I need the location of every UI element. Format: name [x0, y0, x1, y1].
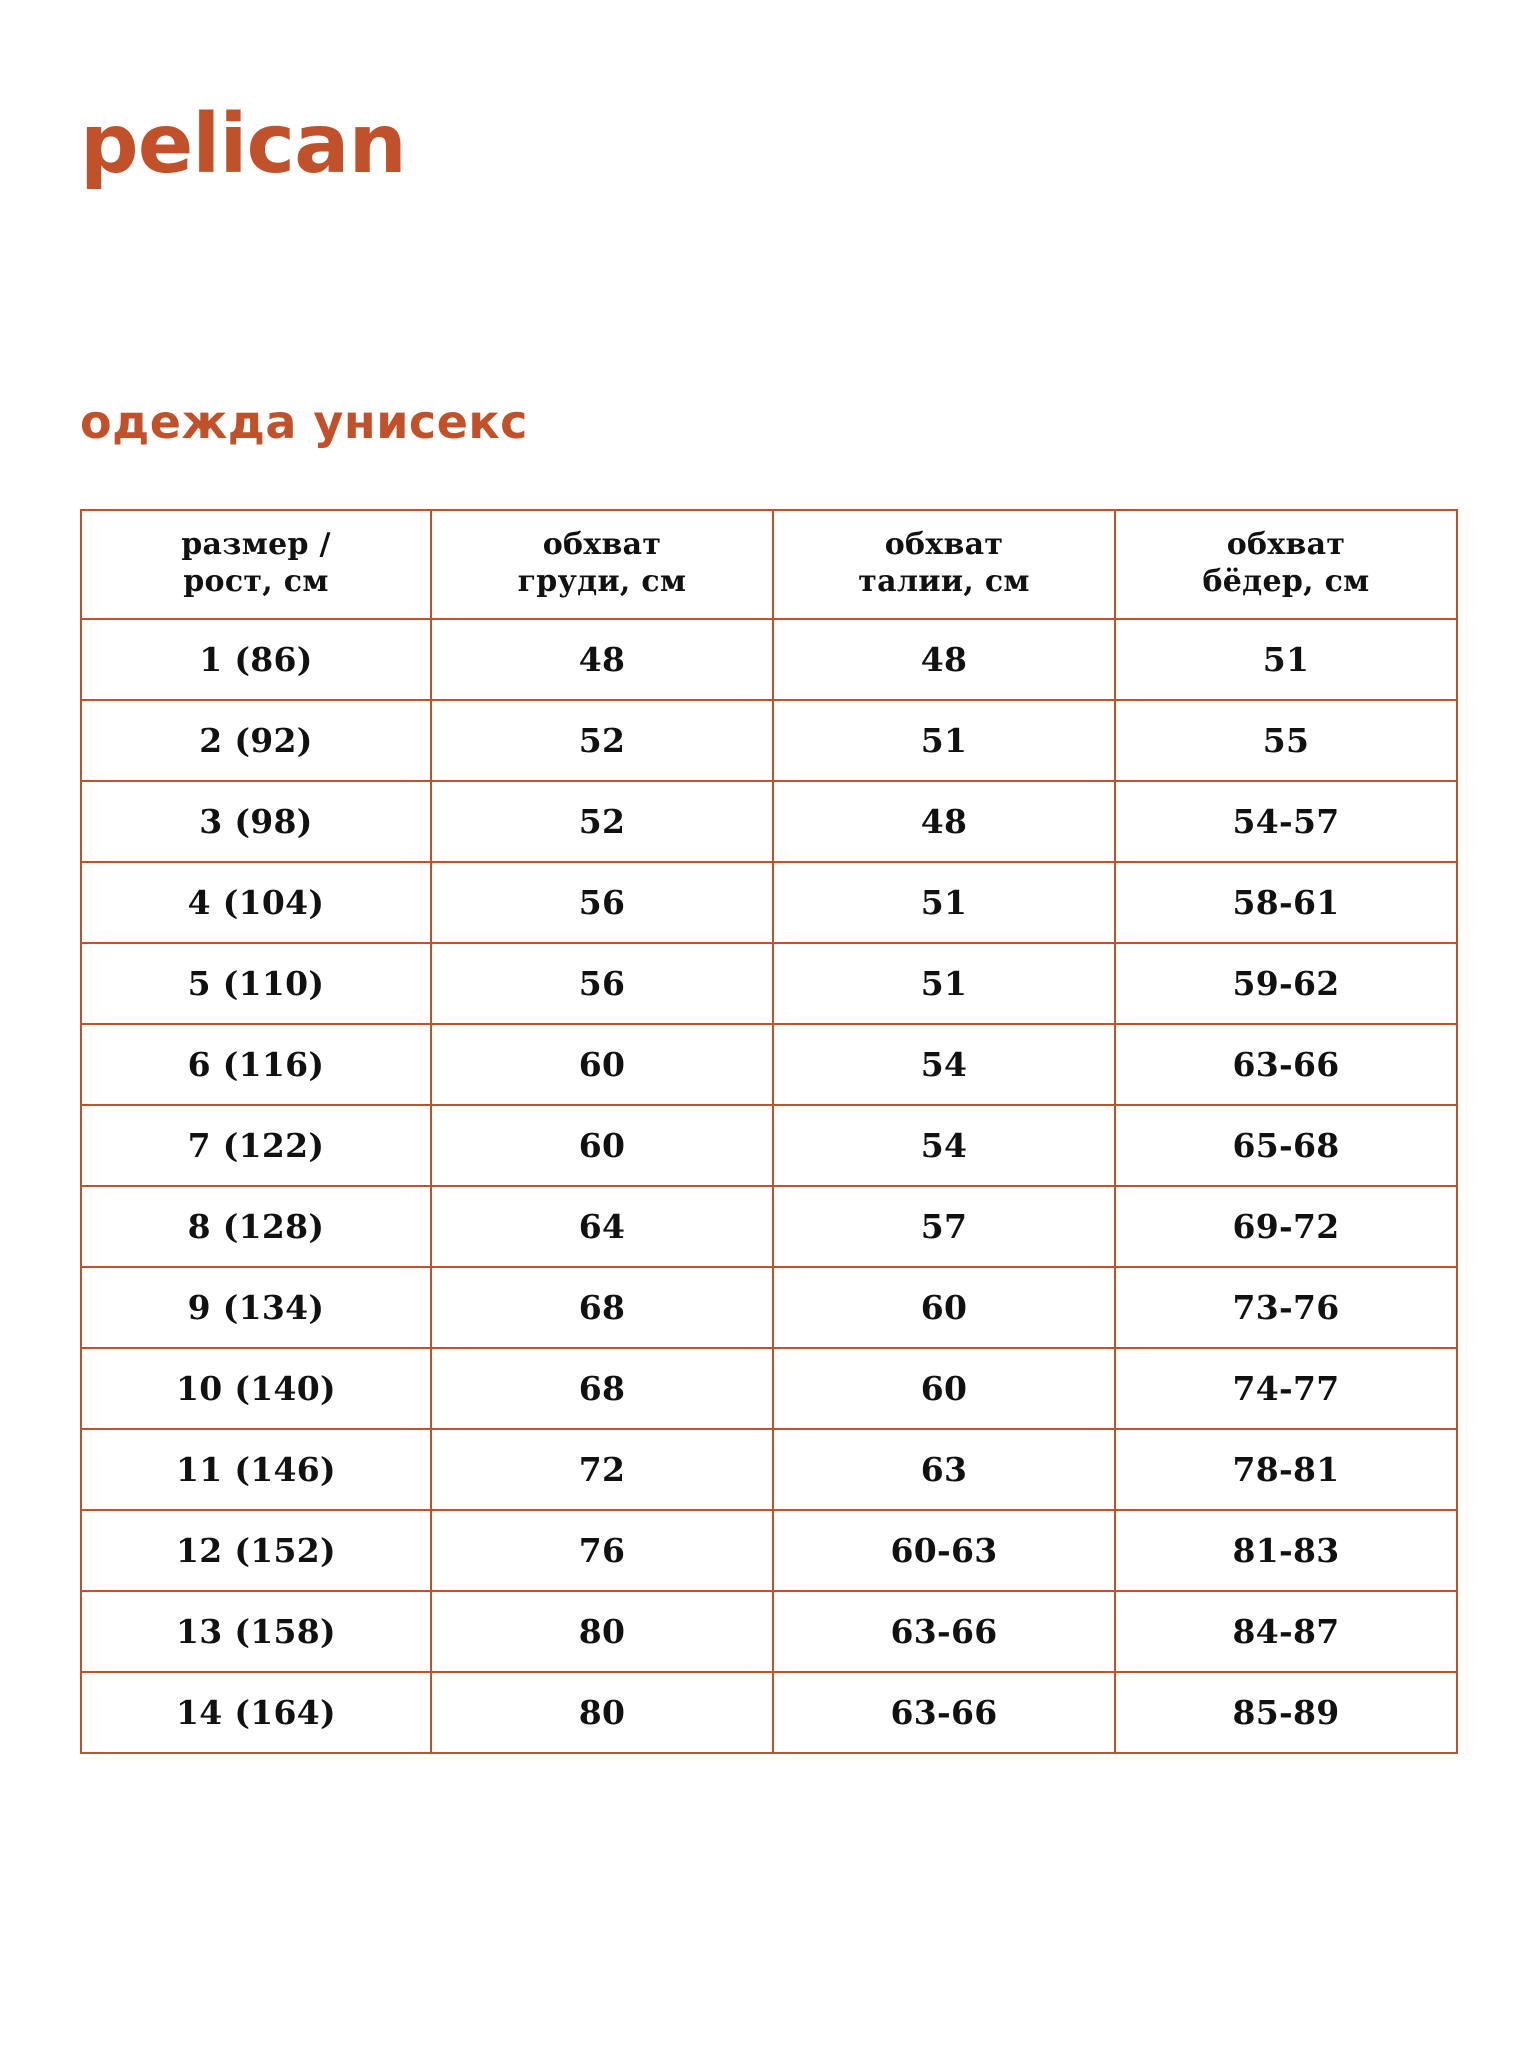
cell-waist: 51 [773, 700, 1115, 781]
cell-hips: 51 [1115, 619, 1457, 700]
cell-chest: 60 [431, 1024, 773, 1105]
cell-size: 10 (140) [81, 1348, 431, 1429]
cell-waist: 60 [773, 1267, 1115, 1348]
table-row [81, 1105, 1457, 1186]
column-header-size [81, 510, 431, 619]
column-header-hips-line2: бёдер, см [1202, 563, 1370, 599]
table-row [81, 1429, 1457, 1510]
cell-chest: 80 [431, 1591, 773, 1672]
cell-chest: 56 [431, 943, 773, 1024]
table-row [81, 862, 1457, 943]
table-row [81, 1267, 1457, 1348]
cell-hips: 69-72 [1115, 1186, 1457, 1267]
cell-hips: 84-87 [1115, 1591, 1457, 1672]
cell-size: 2 (92) [81, 700, 431, 781]
cell-chest: 68 [431, 1348, 773, 1429]
cell-hips: 85-89 [1115, 1672, 1457, 1753]
table-row [81, 1348, 1457, 1429]
cell-hips: 81-83 [1115, 1510, 1457, 1591]
cell-size: 3 (98) [81, 781, 431, 862]
cell-chest: 64 [431, 1186, 773, 1267]
cell-size: 14 (164) [81, 1672, 431, 1753]
cell-size: 8 (128) [81, 1186, 431, 1267]
cell-size: 13 (158) [81, 1591, 431, 1672]
column-header-chest-line1: обхват [542, 527, 662, 562]
column-header-waist-line2: талии, см [858, 563, 1030, 599]
cell-waist: 63-66 [773, 1672, 1115, 1753]
table-row [81, 700, 1457, 781]
cell-chest: 80 [431, 1672, 773, 1753]
cell-chest: 56 [431, 862, 773, 943]
table-row [81, 943, 1457, 1024]
table-row [81, 619, 1457, 700]
size-table [80, 509, 1458, 1754]
column-header-hips [1115, 510, 1457, 619]
cell-size: 7 (122) [81, 1105, 431, 1186]
cell-chest: 68 [431, 1267, 773, 1348]
cell-hips: 58-61 [1115, 862, 1457, 943]
column-header-waist-line1: обхват [884, 527, 1004, 562]
cell-hips: 59-62 [1115, 943, 1457, 1024]
cell-chest: 76 [431, 1510, 773, 1591]
cell-size: 4 (104) [81, 862, 431, 943]
cell-waist: 54 [773, 1024, 1115, 1105]
brand-logo [80, 90, 1456, 200]
cell-waist: 51 [773, 862, 1115, 943]
column-header-hips-line1: обхват [1226, 527, 1346, 562]
cell-hips: 65-68 [1115, 1105, 1457, 1186]
cell-waist: 63 [773, 1429, 1115, 1510]
cell-chest: 60 [431, 1105, 773, 1186]
cell-hips: 78-81 [1115, 1429, 1457, 1510]
cell-waist: 48 [773, 781, 1115, 862]
cell-hips: 63-66 [1115, 1024, 1457, 1105]
cell-waist: 48 [773, 619, 1115, 700]
cell-size: 9 (134) [81, 1267, 431, 1348]
cell-chest: 72 [431, 1429, 773, 1510]
table-row [81, 1672, 1457, 1753]
cell-size: 1 (86) [81, 619, 431, 700]
table-body [81, 619, 1457, 1753]
table-row [81, 1024, 1457, 1105]
cell-size: 5 (110) [81, 943, 431, 1024]
cell-size: 12 (152) [81, 1510, 431, 1591]
column-header-size-line2: рост, см [183, 563, 329, 599]
table-header-row [81, 510, 1457, 619]
cell-size: 11 (146) [81, 1429, 431, 1510]
cell-waist: 60-63 [773, 1510, 1115, 1591]
cell-chest: 52 [431, 700, 773, 781]
cell-hips: 55 [1115, 700, 1457, 781]
table-row [81, 1591, 1457, 1672]
cell-waist: 54 [773, 1105, 1115, 1186]
cell-size: 6 (116) [81, 1024, 431, 1105]
cell-hips: 73-76 [1115, 1267, 1457, 1348]
cell-waist: 63-66 [773, 1591, 1115, 1672]
column-header-size-line1: размер / [181, 527, 331, 562]
page-title: одежда унисекс [80, 395, 528, 449]
cell-waist: 51 [773, 943, 1115, 1024]
column-header-chest [431, 510, 773, 619]
brand-logo-text: pelican [80, 97, 406, 192]
cell-waist: 57 [773, 1186, 1115, 1267]
table-row [81, 1510, 1457, 1591]
cell-chest: 48 [431, 619, 773, 700]
cell-hips: 74-77 [1115, 1348, 1457, 1429]
cell-chest: 52 [431, 781, 773, 862]
table-row [81, 781, 1457, 862]
column-header-chest-line2: груди, см [517, 563, 687, 599]
table-row [81, 1186, 1457, 1267]
cell-waist: 60 [773, 1348, 1115, 1429]
table-header [81, 510, 1457, 619]
column-header-waist [773, 510, 1115, 619]
cell-hips: 54-57 [1115, 781, 1457, 862]
